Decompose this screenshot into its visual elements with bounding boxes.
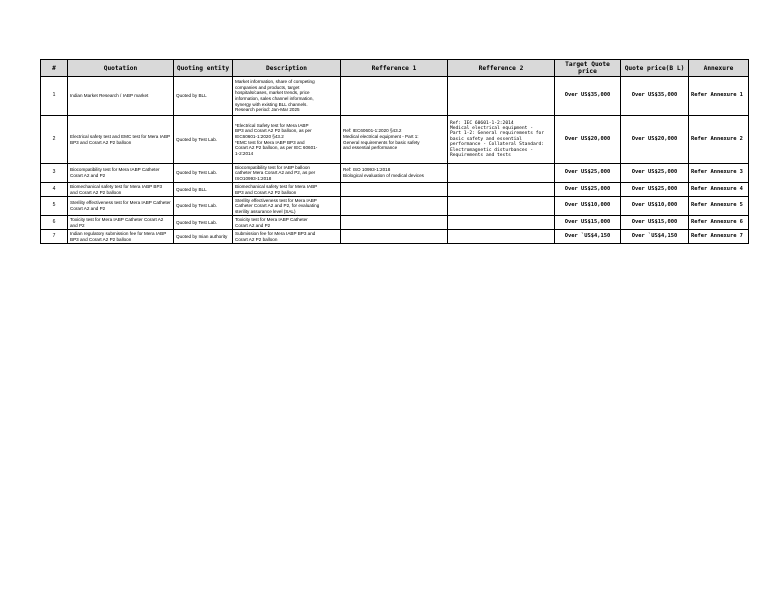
quote-price-cell: Over US$20,000 — [621, 116, 689, 164]
header-quotation: Quotation — [68, 60, 174, 77]
reference-line: Medical electrical equipment - Part 1: — [343, 133, 419, 139]
reference-1-cell — [341, 230, 448, 244]
table-body — [41, 77, 749, 244]
header-quote-price: Quote price(B L) — [621, 60, 689, 77]
row-number: 4 — [41, 183, 68, 197]
description-line: IEC60601-1:2020 §43.2 — [235, 133, 284, 139]
table-row — [41, 216, 749, 230]
reference-line: and essential performance — [343, 145, 398, 151]
row-number: 7 — [41, 230, 68, 244]
description-line: synergy with existing BLL channels. — [235, 101, 308, 107]
description-line: Biomechanical safety test for Mera IABP — [235, 183, 318, 189]
target-price-cell: Over US$25,000 — [555, 164, 621, 183]
reference-1-cell — [341, 116, 448, 164]
reference-2-cell — [448, 183, 555, 197]
header-number: # — [41, 60, 68, 77]
annexure-cell: Refer Annexure 2 — [689, 116, 749, 164]
description-cell — [233, 77, 341, 116]
quotation-cell: Indian regulatory submission fee for Mera IABP BP3 and Corart A2 P2 balloon — [68, 230, 174, 244]
quotation-cell: Sterility effectiveness test for Mera IABP Catheter Corart A2 and P2 — [68, 197, 174, 216]
annexure-cell: Refer Annexure 5 — [689, 197, 749, 216]
target-price-cell: Over US$10,000 — [555, 197, 621, 216]
reference-line: Electromagnetic disturbances - — [450, 147, 533, 153]
description-line: Corart A2 P2 balloon — [235, 236, 278, 242]
reference-2-cell — [448, 230, 555, 244]
description-cell — [233, 230, 341, 244]
description-line: *Electrical Safety test for Mera IABP — [235, 122, 309, 128]
entity-cell: Quoted by Inian authority — [174, 230, 233, 244]
annexure-cell: Refer Annexure 3 — [689, 164, 749, 183]
annexure-cell: Refer Annexure 6 — [689, 216, 749, 230]
reference-1-cell — [341, 197, 448, 216]
description-line: Corart A2 and P2 — [235, 222, 271, 228]
entity-cell: Quoted by BLL — [174, 183, 233, 197]
target-price-cell: Over US$20,000 — [555, 116, 621, 164]
quote-price-cell: Over US$15,000 — [621, 216, 689, 230]
description-line: 1-2:2014 — [235, 150, 254, 156]
reference-line: basic safety and essential — [450, 136, 522, 142]
reference-1-cell — [341, 183, 448, 197]
reference-line: Biological evaluation of medical devices — [343, 173, 424, 178]
table-row — [41, 77, 749, 116]
description-cell — [233, 116, 341, 164]
reference-line: performance - Collateral Standard: — [450, 142, 545, 148]
description-line: BP3 and Corart A2 P2 balloon, as per — [235, 128, 312, 134]
reference-2-cell — [448, 77, 555, 116]
description-line: information, sales channel information, — [235, 96, 314, 101]
reference-2-cell — [448, 216, 555, 230]
header-row — [41, 60, 749, 77]
spreadsheet-table-wrapper — [40, 59, 749, 244]
reference-2-cell — [448, 116, 555, 164]
description-cell — [233, 164, 341, 183]
entity-cell: Quoted by BLL — [174, 77, 233, 116]
reference-line: Requirements and tests — [450, 153, 511, 159]
annexure-cell: Refer Annexure 1 — [689, 77, 749, 116]
target-price-cell: Over US$35,000 — [555, 77, 621, 116]
annexure-cell: Refer Annexure 7 — [689, 230, 749, 244]
reference-line: Ref: IEC 60601-1-2:2014 — [450, 120, 514, 126]
description-line: *EMC test for Mera IABP BP3 and — [235, 139, 305, 145]
description-line: hospitals/cases, market trends, price — [235, 90, 310, 96]
table-row — [41, 116, 749, 164]
entity-cell: Quoted by Test Lab. — [174, 197, 233, 216]
table-row — [41, 197, 749, 216]
description-line: Toxicity test for Mera IABP Catheter — [235, 216, 308, 222]
quote-price-cell: Over US$10,000 — [621, 197, 689, 216]
quotation-table — [40, 59, 749, 244]
header-quoting-entity: Quoting entity — [174, 60, 233, 77]
quote-price-cell: Over US$25,000 — [621, 164, 689, 183]
quote-price-cell: Over US$25,000 — [621, 183, 689, 197]
quote-price-cell: Over US$35,000 — [621, 77, 689, 116]
entity-cell: Quoted by Test Lab. — [174, 216, 233, 230]
table-row — [41, 164, 749, 183]
description-line: Sterility effectiveness test for Mera IABP — [235, 197, 317, 203]
reference-line: General requirements for basic safety — [343, 139, 420, 145]
target-price-cell: Over US$25,000 — [555, 183, 621, 197]
reference-line: Ref: IEC60601-1:2020 §43.2 — [343, 128, 402, 134]
header-reference-2: Refference 2 — [448, 60, 555, 77]
reference-line: Medical electrical equipment - — [450, 125, 533, 131]
entity-cell: Quoted by Test Lab. — [174, 164, 233, 183]
description-cell — [233, 183, 341, 197]
description-line: sterility assurance level (SAL) — [235, 208, 296, 214]
row-number: 5 — [41, 197, 68, 216]
reference-line: Ref: ISO 10993-1:2018 — [343, 167, 391, 173]
row-number: 1 — [41, 77, 68, 116]
row-number: 3 — [41, 164, 68, 183]
reference-1-cell — [341, 164, 448, 183]
quotation-cell: Electrical safety test and EMC test for Mera IABP BP3 and Corart A2 P2 balloon — [68, 116, 174, 164]
entity-cell: Quoted by Test Lab. — [174, 116, 233, 164]
annexure-cell: Refer Annexure 4 — [689, 183, 749, 197]
description-line: catheter Mera Corart A2 and P2, as per — [235, 170, 316, 176]
row-number: 6 — [41, 216, 68, 230]
header-reference-1: Refference 1 — [341, 60, 448, 77]
header-annexure: Annexure — [689, 60, 749, 77]
reference-1-cell — [341, 77, 448, 116]
reference-line: Part 1-2: General requirements for — [450, 131, 545, 137]
description-line: Submission fee for Mera IABP BP3 and — [235, 230, 316, 236]
row-number: 2 — [41, 116, 68, 164]
target-price-cell: Over `US$4,150 — [555, 230, 621, 244]
reference-2-cell — [448, 197, 555, 216]
quotation-cell: Biomechanical safety test for Mera IABP BP3 and Corart A2 P2 balloon — [68, 183, 174, 197]
description-line: companies and products, target — [235, 84, 300, 90]
description-line: Market information, share of competing — [235, 79, 315, 85]
quote-price-cell: Over `US$4,150 — [621, 230, 689, 244]
description-line: Research period: Jan-Mar 2025 — [235, 107, 300, 113]
description-line: ISO10993-1:2018 — [235, 175, 272, 181]
header-description: Description — [233, 60, 341, 77]
target-price-cell: Over US$15,000 — [555, 216, 621, 230]
reference-1-cell — [341, 216, 448, 230]
description-line: Biocompatibility test for IABP balloon — [235, 164, 310, 170]
description-line: Catheter Corart A2 and P2, for evaluating — [235, 203, 320, 209]
description-cell — [233, 216, 341, 230]
quotation-cell: Toxicity test for Mera IABP Catheter Corart A2 and P2 — [68, 216, 174, 230]
quotation-cell: Biocompatibility test for Mera IABP Catheter Corart A2 and P2 — [68, 164, 174, 183]
table-row — [41, 183, 749, 197]
header-target-quote-price: Target Quote price — [555, 60, 621, 77]
reference-2-cell — [448, 164, 555, 183]
description-line: Corart A2 P2 balloon, as per IEC 60601- — [235, 145, 318, 151]
quotation-cell: Indian Market Research / IABP market — [68, 77, 174, 116]
description-cell — [233, 197, 341, 216]
description-line: BP3 and Corart A2 P2 balloon — [235, 189, 297, 195]
table-row — [41, 230, 749, 244]
